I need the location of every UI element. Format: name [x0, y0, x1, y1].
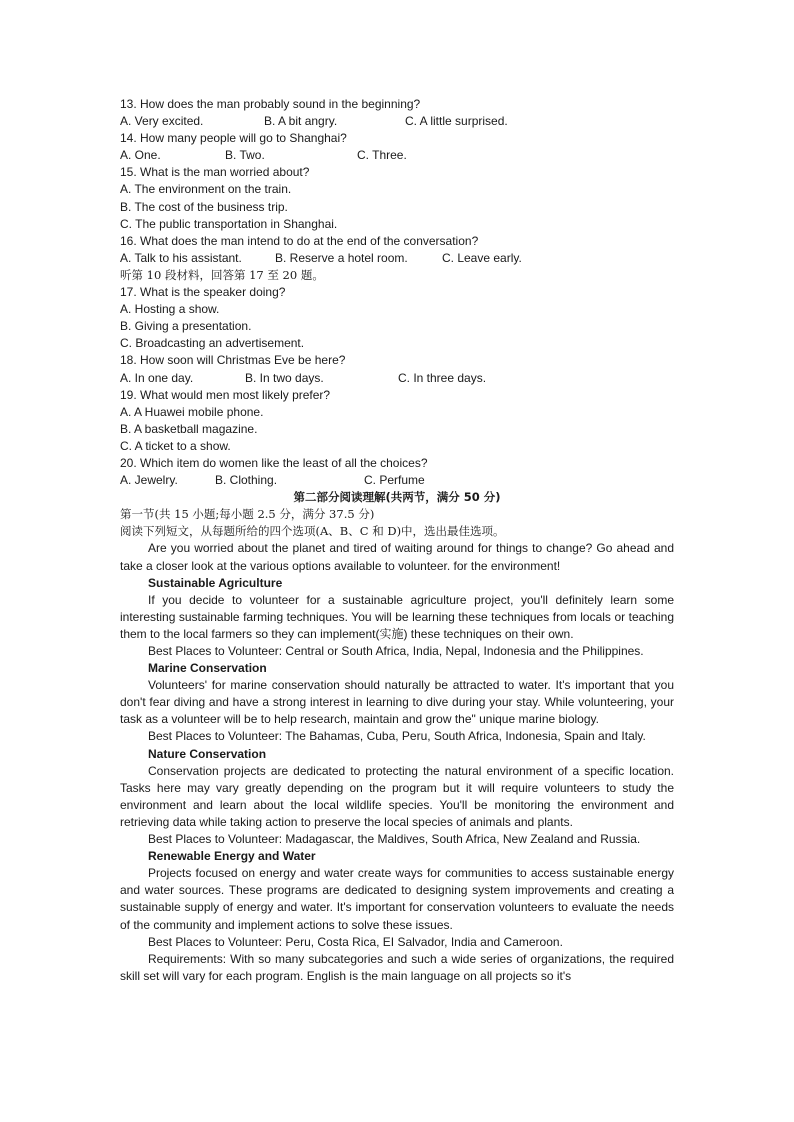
section-text: Conservation projects are dedicated to protecting the natural environment of a specific location. Tasks here may vary greatly depending on the program but it will require volunteers to study the environment and learn about the local wildlife species. You'll be monitoring the environment and retrieving data while taking action to preserve the local species of animals and plants. — [120, 763, 674, 829]
option-c: C. Perfume — [364, 473, 425, 488]
options-14 — [120, 147, 674, 164]
option-c: C. A ticket to a show. — [120, 438, 231, 453]
document-page — [120, 96, 674, 985]
option-b: B. A basketball magazine. — [120, 421, 258, 436]
option-b: B. In two days. — [245, 370, 324, 385]
option-a: A. One. — [120, 148, 161, 163]
question-15: 15. What is the man worried about? — [120, 165, 310, 180]
option-c: C. Leave early. — [442, 250, 522, 265]
question-17: 17. What is the speaker doing? — [120, 285, 286, 300]
option-a: A. Hosting a show. — [120, 302, 220, 317]
section-heading: Nature Conservation — [148, 746, 267, 761]
option-a: A. Very excited. — [120, 114, 204, 129]
passage-intro: Are you worried about the planet and tired of waiting around for things to change? Go ahead and take a closer look at the various options available to volunteer. for the environment! — [120, 541, 674, 573]
option-b: B. Giving a presentation. — [120, 319, 252, 334]
question-19: 19. What would men most likely prefer? — [120, 387, 331, 402]
option-c: C. Broadcasting an advertisement. — [120, 336, 305, 351]
options-13 — [120, 113, 674, 130]
section1-instruction: 阅读下列短文，从每题所给的四个选项(A、B、C 和 D)中，选出最佳选项。 — [120, 524, 505, 539]
question-14: 14. How many people will go to Shanghai? — [120, 131, 347, 146]
section1-title: 第一节(共 15 小题;每小题 2.5 分，满分 37.5 分) — [120, 507, 375, 522]
best-places: Best Places to Volunteer: Central or South Africa, India, Nepal, Indonesia and the Philippines. — [148, 644, 644, 658]
options-18 — [120, 370, 674, 387]
section-text: Volunteers' for marine conservation should naturally be attracted to water. It's important that you don't fear diving and have a strong interest in learning to dive during your stay. While volunteering, your task as a volunteer will be to help research, maintain and grow the" unique marine biology. — [120, 678, 674, 727]
options-20 — [120, 472, 674, 489]
option-a: A. Jewelry. — [120, 473, 178, 488]
section-heading: Renewable Energy and Water — [148, 849, 316, 864]
option-b: B. The cost of the business trip. — [120, 199, 288, 214]
option-c: C. A little surprised. — [405, 114, 508, 129]
options-16 — [120, 250, 674, 267]
option-a: A. The environment on the train. — [120, 182, 292, 197]
option-b: B. Two. — [225, 148, 265, 163]
section-heading: Marine Conservation — [148, 661, 267, 676]
option-b: B. Reserve a hotel room. — [275, 250, 408, 265]
best-places: Best Places to Volunteer: Madagascar, the Maldives, South Africa, New Zealand and Russia. — [148, 832, 641, 847]
question-13: 13. How does the man probably sound in the beginning? — [120, 97, 421, 111]
best-places: Best Places to Volunteer: Peru, Costa Rica, EI Salvador, India and Cameroon. — [148, 934, 563, 949]
best-places: Best Places to Volunteer: The Bahamas, Cuba, Peru, South Africa, Indonesia, Spain and Italy. — [148, 729, 646, 744]
instruction-passage-10: 听第 10 段材料，回答第 17 至 20 题。 — [120, 267, 324, 282]
part2-title: 第二部分阅读理解(共两节，满分 50 分) — [293, 490, 501, 505]
requirements-text: Requirements: With so many subcategories and such a wide series of organizations, the required skill set will vary for each program. English is the main language on all projects so it's — [120, 951, 674, 983]
option-c: C. Three. — [357, 148, 407, 163]
section-heading: Sustainable Agriculture — [148, 575, 283, 590]
section-text: If you decide to volunteer for a sustainable agriculture project, you'll definitely learn some interesting sustainable farming techniques. You will be learning these techniques from locals or teaching them to the local farmers so they can implement(实施) these techniques on their own. — [120, 592, 674, 641]
section-text: Projects focused on energy and water create ways for communities to access sustainable energy and water sources. These programs are dedicated to designing system improvements and creating a sustainable supply of energy and water. It's important for conservation volunteers to evaluate the needs of the community and implement actions to solve these issues. — [120, 866, 674, 932]
question-18: 18. How soon will Christmas Eve be here? — [120, 353, 346, 368]
option-b: B. A bit angry. — [264, 114, 338, 129]
option-a: A. Talk to his assistant. — [120, 250, 242, 265]
option-b: B. Clothing. — [215, 473, 278, 488]
option-a: A. A Huawei mobile phone. — [120, 404, 264, 419]
option-a: A. In one day. — [120, 370, 194, 385]
option-c: C. In three days. — [398, 370, 487, 385]
option-c: C. The public transportation in Shanghai. — [120, 216, 338, 231]
question-20: 20. Which item do women like the least of all the choices? — [120, 455, 428, 470]
question-16: 16. What does the man intend to do at the end of the conversation? — [120, 233, 479, 248]
